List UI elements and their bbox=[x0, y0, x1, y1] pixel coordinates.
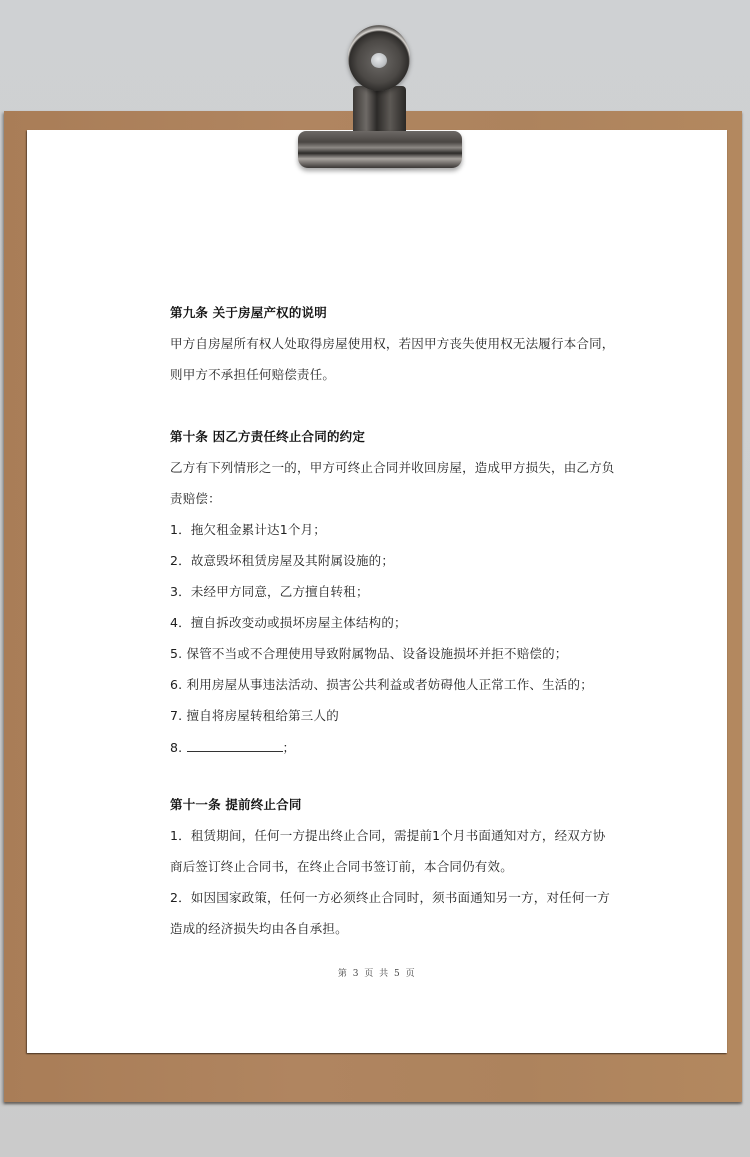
binder-clip-icon bbox=[298, 131, 462, 168]
page-number-footer: 第 3 页 共 5 页 bbox=[337, 969, 417, 979]
section-11-line-4: 造成的经济损失均由各自承担。 bbox=[170, 921, 348, 936]
binder-clip-hole bbox=[371, 53, 387, 68]
fill-in-blank bbox=[187, 739, 283, 752]
section-10-title: 第十条 因乙方责任终止合同的约定 bbox=[170, 429, 366, 444]
section-9-title: 第九条 关于房屋产权的说明 bbox=[170, 305, 327, 320]
section-10-item-3: 3．未经甲方同意，乙方擅自转租； bbox=[170, 584, 369, 599]
section-11-line-1: 1．租赁期间，任何一方提出终止合同，需提前1个月书面通知对方，经双方协 bbox=[170, 828, 606, 843]
section-11-title: 第十一条 提前终止合同 bbox=[170, 797, 302, 812]
document-page bbox=[27, 130, 727, 1053]
section-10-line-2: 责赔偿： bbox=[170, 491, 221, 506]
section-9-line-2: 则甲方不承担任何赔偿责任。 bbox=[170, 367, 336, 382]
section-10-line-1: 乙方有下列情形之一的，甲方可终止合同并收回房屋，造成甲方损失，由乙方负 bbox=[170, 460, 615, 475]
section-10-item-2: 2．故意毁坏租赁房屋及其附属设施的； bbox=[170, 553, 395, 568]
section-10-item-7: 7. 擅自将房屋转租给第三人的 bbox=[170, 708, 339, 723]
section-10-item-1: 1．拖欠租金累计达1个月； bbox=[170, 522, 327, 537]
binder-clip-neck bbox=[353, 86, 406, 136]
section-11-line-2: 商后签订终止合同书，在终止合同书签订前，本合同仍有效。 bbox=[170, 859, 513, 874]
item-8-suffix: ； bbox=[282, 740, 296, 755]
section-10-item-4: 4．擅自拆改变动或损坏房屋主体结构的； bbox=[170, 615, 407, 630]
section-10-item-8 bbox=[170, 739, 295, 756]
item-8-prefix: 8. bbox=[170, 740, 187, 755]
section-10-item-5: 5. 保管不当或不合理使用导致附属物品、设备设施损坏并拒不赔偿的； bbox=[170, 646, 568, 661]
section-10-item-6: 6. 利用房屋从事违法活动、损害公共利益或者妨碍他人正常工作、生活的； bbox=[170, 677, 593, 692]
section-9-line-1: 甲方自房屋所有权人处取得房屋使用权，若因甲方丧失使用权无法履行本合同， bbox=[170, 336, 615, 351]
section-11-line-3: 2．如因国家政策，任何一方必须终止合同时，须书面通知另一方，对任何一方 bbox=[170, 890, 610, 905]
